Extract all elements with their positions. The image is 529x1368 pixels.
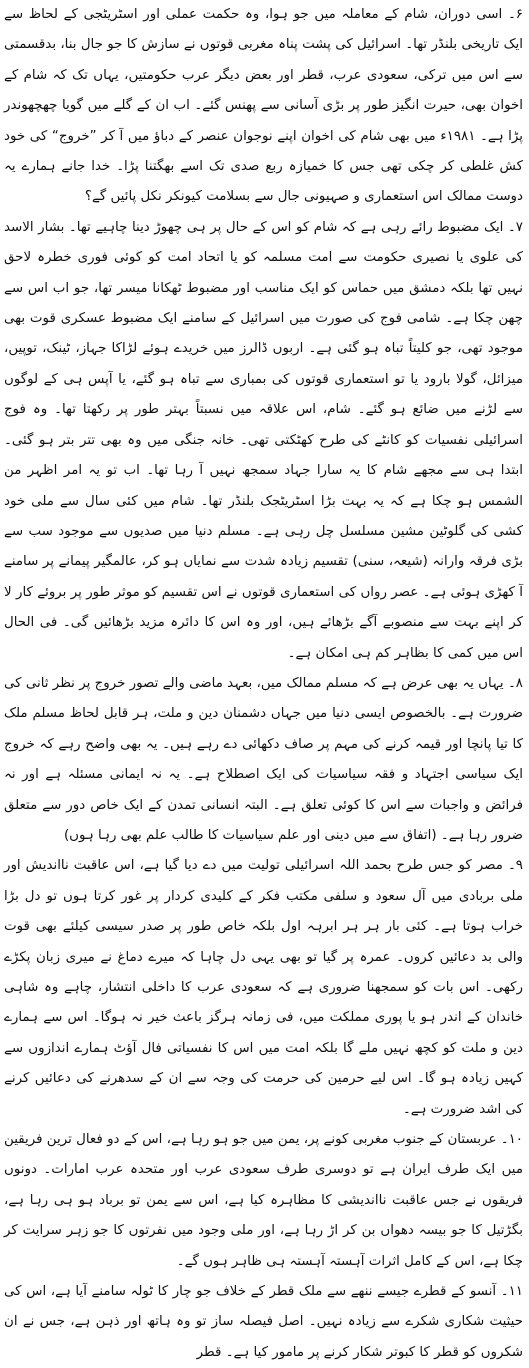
paragraph-point-11: ۱۱۔ آنسو کے قطرے جیسے ننھے سے ملک قطر کے خلاف جو چار کا ٹولہ سامنے آیا ہے، اس کی حیثیت شکاری شکرے سے زیادہ نہیں۔ اصل فیصلہ ساز تو وہ ہاتھ اور ذہن ہے، جس نے ان شکروں کو قطر کا کبوتر شکار کرنے پر مامور کیا ہے۔ قطر [4,1284,523,1360]
paragraph-point-9: ۹۔ مصر کو جس طرح بحمد اللہ اسرائیلی تولیت میں دے دیا گیا ہے، اس عاقبت نااندیش اور ملی بربادی میں آل سعود و سلفی مکتب فکر کے کلیدی کردار پر غور کرتا ہوں تو دل بڑا خراب ہوتا ہے۔ کئی بار ہر ہر ابرہہ اول بلکہ خاص طور پر صدر سیسی کیلئے بھی قوت والی بد دعائیں کروں۔ عمرہ پر گیا تو بھی یہی دل چاہا کہ میرے دماغ نے میری زبان پکڑے رکھی۔ اس بات کو سمجھنا ضروری ہے کہ سعودی عرب کا داخلی انتشار، چاہے وہ شاہی خاندان کے اندر ہو یا پوری مملکت میں، فی زمانہ ہرگز باعث خیر نہ ہوگا۔ اس سے ہمارے دین و ملت کو کچھ نہیں ملے گا بلکہ امت میں اس کا نفسیاتی فال آؤٹ ہمارے اندازوں سے کہیں زیادہ ہو گا۔ اس لیے حرمین کی حرمت کی وجہ سے ان کے سدھرنے کی دعائیں کرنے کی اشد ضرورت ہے۔ [4,858,523,1117]
paragraph-point-6: ۶۔ اسی دوران، شام کے معاملہ میں جو ہوا، وہ حکمت عملی اور اسٹریٹجی کے لحاظ سے ایک تاریخی بلنڈر تھا۔ اسرائیل کی پشت پناہ مغربی قوتوں نے سازش کا جو جال بنا، بدقسمتی سے اس میں ترکی، سعودی عرب، قطر اور بعض دیگر عرب حکومتیں، یہاں تک کہ شام کے اخوان بھی، حیرت انگیز طور پر بڑی آسانی سے پھنس گئے۔ اب ان کے گلے میں گویا چھچھوندر پڑا ہے۔ ۱۹۸۱ء میں بھی شام کی اخوان اپنے نوجوان عنصر کے دباؤ میں آ کر ”خروج“ کی خود کش غلطی کر چکی تھی جس کا خمیازہ ربع صدی تک اسے بھگتنا پڑا۔ خدا جانے ہمارے یہ دوست ممالک اس استعماری و صہیونی جال سے بسلامت کیونکر نکل پائیں گے؟ [4,7,524,205]
paragraph-point-10: ۱۰۔ عربستان کے جنوب مغربی کونے پر، یمن میں جو ہو رہا ہے، اس کے دو فعال ترین فریقین میں ایک طرف ایران ہے تو دوسری طرف سعودی عرب اور متحدہ عرب امارات۔ دونوں فریقوں نے جس عاقبت نااندیشی کا مظاہرہ کیا ہے، اس سے یمن تو برباد ہو ہی رہا ہے، بگڑتیل کا جو بیسہ دھواں بن کر اڑ رہا ہے، اور ملی وجود میں نفرتوں کا جو زہر سرایت کر چکا ہے، اس کے کامل اثرات آہستہ آہستہ ہی ظاہر ہوں گے۔ [4,1132,523,1269]
paragraph-point-7: ۷۔ ایک مضبوط رائے رہی ہے کہ شام کو اس کے حال پر ہی چھوڑ دینا چاہیے تھا۔ بشار الاسد کی علوی یا نصیری حکومت سے امت مسلمہ کو یا اتحاد امت کو کوئی فوری خطرہ لاحق نہیں تھا بلکہ دمشق میں حماس کو ایک مناسب اور مضبوط ٹھکانا میسر تھا، جو اب اس سے چھن چکا ہے۔ شامی فوج کی صورت میں اسرائیل کے سامنے ایک مضبوط عسکری قوت بھی موجود تھی، جو کلیتاً تباہ ہو گئی ہے۔ اربوں ڈالرز میں خریدے ہوئے لڑاکا جہاز، ٹینک، توپیں، میزائل، گولا بارود یا تو استعماری قوتوں کی بمباری سے تباہ ہو گئے، یا آپس ہی کے لوگوں سے لڑنے میں ضائع ہو گئے۔ شام، اس علاقہ میں نسبتاً بہتر طور پر رکھتا تھا۔ وہ فوج اسرائیلی نفسیات کو کانٹے کی طرح کھٹکتی تھی۔ خانہ جنگی میں وہ بھی تتر بتر ہو گئی۔ ابتدا ہی سے مجھے شام کا یہ سارا جہاد سمجھ نہیں آ رہا تھا۔ اب تو یہ امر اظہر من الشمس ہو چکا ہے کہ یہ بہت بڑا اسٹریٹجک بلنڈر تھا۔ شام میں کئی سال سے ملی خود کشی کی گلوٹین مشین مسلسل چل رہی ہے۔ مسلم دنیا میں صدیوں سے موجود سب سے بڑی فرقہ وارانہ (شیعہ، سنی) تقسیم زیادہ شدت سے نمایاں ہو کر، عالمگیر پیمانے پر سامنے آ کھڑی ہوئی ہے۔ عصر رواں کی استعماری قوتوں نے اس تقسیم کو موثر طور پر بروئے کار لا کر اپنے بہت سے منصوبے آگے بڑھائے ہیں، اور وہ اس کا دائرہ مزید بڑھائیں گی۔ فی الحال اس میں کمی کا بظاہر کم ہی امکان ہے۔ [4,219,523,661]
paragraph-point-8: ۸۔ یہاں یہ بھی عرض ہے کہ مسلم ممالک میں، بعہد ماضی والے تصور خروج پر نظر ثانی کی ضرورت ہے۔ بالخصوص ایسی دنیا میں جہاں دشمنان دین و ملت، ہر قابل لحاظ مسلم ملک کا تیا پانچا اور قیمہ کرنے کی مہم پر صاف دکھائی دے رہے ہیں۔ یہ بھی واضح رہے کہ خروج ایک سیاسی اجتہاد و فقہ سیاسیات کی ایک اصطلاح ہے۔ یہ نہ ایمانی مسئلہ ہے اور نہ فرائض و واجبات سے اس کا کوئی تعلق ہے۔ البتہ انسانی تمدن کے ایک خاص دور سے متعلق ضرور رہا ہے۔ (اتفاق سے میں دینی اور علم سیاسیات کا طالب علم بھی رہا ہوں) [4,675,523,843]
